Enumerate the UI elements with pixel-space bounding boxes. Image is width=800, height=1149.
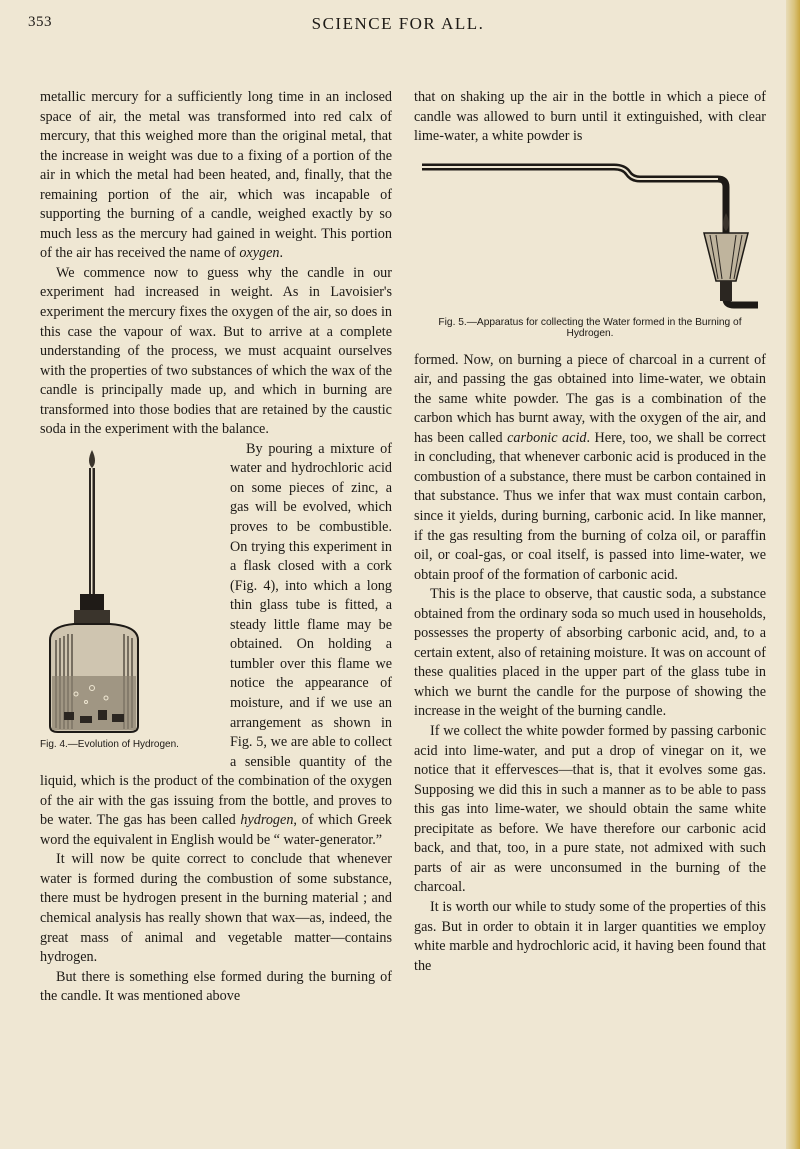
water-collecting-apparatus-illustration <box>414 153 766 313</box>
paragraph: It will now be quite correct to conclude that whenever water is formed during the combustion of some substance, there must be hydrogen present in the burning material ; and chemical analysis has really shown that wax—as, indeed, the great mass of animal and vegetable matter—contains hydrogen. <box>40 851 392 966</box>
paragraph: If we collect the white powder formed by passing carbonic acid into lime-water, and put a drop of vinegar on it, we notice that it effervesces—that is, that it evolves some gas. Supposing we did this in such a manner as to be able to pass this gas into lime-water, we should obtain the same white precipitate as before. We have therefore our carbonic acid back, and that, too, in a pure state, not admixed with such parts of air as were unconsumed in the burning of the charcoal. <box>414 723 766 896</box>
paragraph: But there is something else formed during the burning of the candle. It was mentioned above <box>40 968 392 1005</box>
term-carbonic-acid: carbonic acid <box>507 429 587 446</box>
figure-4 <box>40 444 220 762</box>
paragraph: This is the place to observe, that caustic soda, a substance obtained from the ordinary soda so much used in households, possesses the property of absorbing carbonic acid, and, to a certain extent, also of retaining moisture. It was on account of these qualities placed in the upper part of the glass tube in which we burnt the candle for the purpose of showing the increase in the weight of the burning candle. <box>414 586 766 720</box>
figure-5-caption: Fig. 5.—Apparatus for collecting the Water formed in the Burning of Hydrogen. <box>438 316 742 339</box>
running-title: SCIENCE FOR ALL. <box>311 14 485 33</box>
figure-5 <box>414 153 766 339</box>
page-number: 353 <box>28 14 52 30</box>
term-oxygen: oxygen <box>239 245 280 262</box>
term-hydrogen: hydrogen <box>240 812 294 829</box>
right-column <box>414 88 766 976</box>
figure-4-caption: Fig. 4.—Evolution of Hydrogen. <box>40 738 179 750</box>
left-column <box>40 88 392 1007</box>
paragraph: metallic mercury for a sufficiently long time in an inclosed space of air, the metal was transformed into red calx of mercury, that this weighed more than the original metal, that the increase in weight was due to a fixing of a portion of the air in which the metal had been heated, and, finally, that the remaining portion of the air, which was incapable of supporting the burning of a candle, weighed exactly by so much less as the mercury had gained in weight. This portion of the air has received the name of oxygen. <box>40 89 392 262</box>
paragraph: We commence now to guess why the candle in our experiment had increased in weight. As in Lavoisier's experiment the mercury fixes the oxygen of the air, so does in this case the vapour of wax. But to arrive at a complete understanding of the process, we must acquaint ourselves with the properties of two substances of which the wax of the candle is principally made up, and which in burning are transformed into those bodies that are retained by the caustic soda in the experiment with the balance. <box>40 264 392 438</box>
paragraph: that on shaking up the air in the bottle in which a piece of candle was allowed to burn until it extinguished, with clear lime-water, a white powder is <box>414 89 766 145</box>
paragraph: It is worth our while to study some of the properties of this gas. But in order to obtain it in larger quantities we employ white marble and hydrochloric acid, it having been found that the <box>414 898 766 974</box>
paragraph: formed. Now, on burning a piece of charcoal in a current of air, and passing the gas obtained into lime-water, we obtain the same white powder. The gas is a combination of the carbon which has burnt away, with the oxygen of the air, and has been called carbonic acid. Here, too, we shall be correct in concluding, that whenever carbonic acid is produced in the combustion of a substance, there must be carbon contained in that substance. Thus we infer that wax must contain carbon, since it yields, during burning, carbonic acid. In like manner, if the gas resulting from the burning of colza oil, or paraffin oil, or coal-gas, or coal itself, is passed into lime-water, we obtain proof of the formation of carbonic acid. <box>414 351 766 583</box>
hydrogen-flask-illustration <box>40 444 220 734</box>
page-header <box>28 14 768 40</box>
paragraph: Fig. 4.—Evolution of Hydrogen. By pouring a mixture of water and hydrochloric acid on some pieces of zinc, a gas will be evolved, which proves to be combustible. On trying this experiment in a flask closed with a cork (Fig. 4), into which a long thin glass tube is fitted, a steady little flame may be obtained. On holding a tumbler over this flame we notice the appearance of moisture, and if we use an arrangement as shown in Fig. 5, we are able to collect a sensible quantity of the liquid, which is the product of the combination of the oxygen of the air with the gas issuing from the bottle, and proves to be water. The gas has been called hydrogen, of which Greek word the equivalent in English would be “ water-generator.” <box>40 440 393 848</box>
page-edge <box>786 0 800 1149</box>
